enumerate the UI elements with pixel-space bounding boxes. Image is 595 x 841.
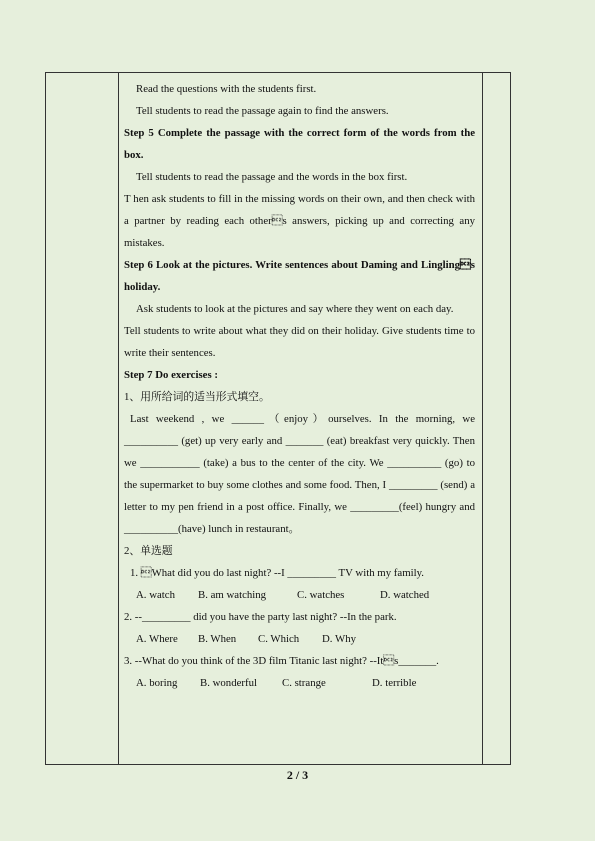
instruction-line: Read the questions with the students first. xyxy=(136,83,317,95)
option: C. strange xyxy=(282,677,326,689)
option: D. terrible xyxy=(372,677,417,689)
answer-options xyxy=(124,672,475,694)
answer-options xyxy=(124,584,475,606)
step-heading: Step 7 Do exercises : xyxy=(124,369,218,381)
option: D. watched xyxy=(380,589,430,601)
instruction-paragraph: Tell students to write about what they did on their holiday. Give students time to write their sentences. xyxy=(124,325,475,359)
option: C. Which xyxy=(258,633,300,645)
step-heading: Step 6 Look at the pictures. Write sentences about Daming and Linglings holiday. xyxy=(124,259,475,293)
option: D. Why xyxy=(322,633,356,645)
option: B. When xyxy=(198,633,237,645)
question-text: 3. --What do you think of the 3D film Titanic last night? --Its_______. xyxy=(124,655,439,667)
instruction-line: Tell students to read the passage again to find the answers. xyxy=(136,105,389,117)
instruction-paragraph: Ask students to look at the pictures and say where they went on each day. xyxy=(136,303,454,315)
option: A. Where xyxy=(136,633,178,645)
option: C. watches xyxy=(297,589,345,601)
instruction-line: Tell students to read the passage and the words in the box first. xyxy=(136,171,408,183)
lesson-table xyxy=(45,72,511,765)
column-divider-left xyxy=(118,73,119,764)
option: B. wonderful xyxy=(200,677,257,689)
answer-options xyxy=(124,628,475,650)
column-divider-right xyxy=(482,73,483,764)
question-text: 1. What did you do last night? --I _________ TV with my family. xyxy=(130,567,424,579)
exercise-title: 2、单选题 xyxy=(124,545,173,557)
exercise-title: 1、用所给词的适当形式填空。 xyxy=(124,391,270,403)
question-text: 2. --_________ did you have the party last night? --In the park. xyxy=(124,611,397,623)
lesson-content xyxy=(124,78,475,694)
page-number: 2 / 3 xyxy=(286,768,309,782)
option: A. boring xyxy=(136,677,178,689)
instruction-paragraph: T hen ask students to fill in the missing words on their own, and then check with a partner by reading each others answers, picking up and correcting any mistakes. xyxy=(124,193,475,249)
fill-blank-passage: Last weekend , we ______（enjoy）ourselves. In the morning, we __________ (get) up very early and _______ (eat) breakfast very quickly. Then we ___________ (take) a bus to the center of the city. We __________ (go) to the supermarket to buy some clothes and some food. Then, I _________ (send) a letter to my pen friend in a post office. Finally, we _________(feel) hungry and __________(have) lunch in restaurant。 xyxy=(124,413,475,535)
step-heading: Step 5 Complete the passage with the correct form of the words from the box. xyxy=(124,127,475,161)
option: A. watch xyxy=(136,589,175,601)
option: B. am watching xyxy=(198,589,267,601)
